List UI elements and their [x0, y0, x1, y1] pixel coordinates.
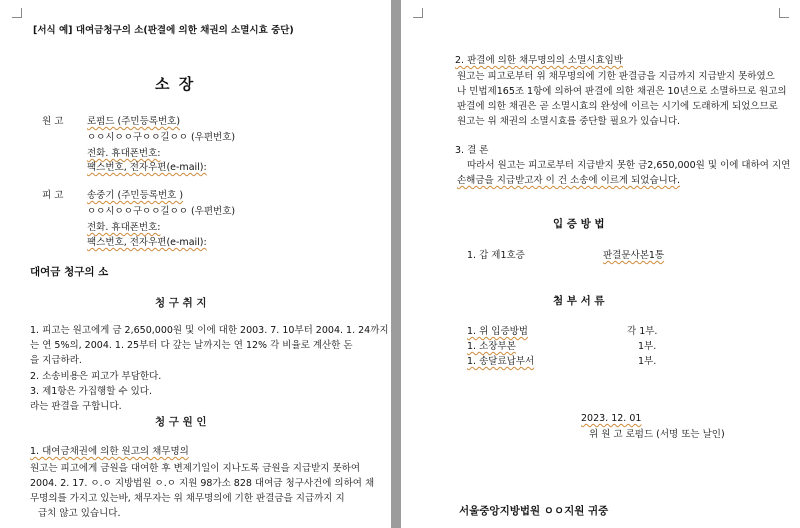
- document-title: 소 장: [155, 75, 196, 93]
- attachment-name: 1. 송달료납부서: [467, 356, 535, 367]
- defendant-address: ㅇㅇ시ㅇㅇ구ㅇㅇ길ㅇㅇ (우편번호): [87, 206, 236, 217]
- defendant-phone: 전화. 휴대폰번호:: [87, 222, 161, 233]
- claim-heading: 청 구 취 지: [155, 297, 207, 309]
- margin-corner-mark: [413, 8, 423, 18]
- court-name: 서울중앙지방법원 ㅇㅇ지원 귀중: [459, 505, 609, 517]
- cause-line: 원고는 피고에게 금원을 대여한 후 변제기일이 지나도록 금원을 지급받지 못하여: [30, 463, 361, 474]
- claim-line: 라는 판결을 구합니다.: [30, 401, 122, 412]
- section2-line: 나 민법제165조 1항에 의하여 판결에 의한 채권은 10년으로 소멸하므로 원고의: [457, 86, 787, 97]
- cause-heading: 청 구 원 인: [155, 416, 207, 428]
- plaintiff-label: 원 고: [42, 116, 64, 127]
- evidence-heading: 입 증 방 법: [553, 218, 605, 230]
- section2-line: 원고는 피고로부터 위 채무명의에 기한 판결금을 지급까지 지급받지 못하였으: [457, 71, 775, 82]
- attachment-count: 1부.: [638, 356, 657, 367]
- section2-line: 원고는 위 채권의 소멸시효를 중단할 필요가 있습니다.: [457, 116, 681, 127]
- form-title: [서식 예] 대여금청구의 소(판결에 의한 채권의 소멸시효 중단): [33, 25, 294, 36]
- section2-title: 2. 판결에 의한 채무명의의 소멸시효임박: [455, 55, 623, 66]
- margin-corner-mark: [12, 8, 22, 18]
- defendant-name: 송중기 (주민등록번호 ): [87, 190, 184, 201]
- evidence-item: 1. 갑 제1호증: [467, 250, 525, 261]
- section3-line: 따라서 원고는 피고로부터 지급받지 못한 금2,650,000원 및 이에 대하여 지연: [467, 160, 791, 171]
- attachment-name: 1. 위 입증방법: [467, 326, 528, 337]
- page-gap: [391, 0, 401, 528]
- attachment-count: 각 1부.: [627, 326, 658, 337]
- section3-title: 3. 결 론: [455, 145, 489, 156]
- claim-line: 1. 피고는 원고에게 금 2,650,000원 및 이에 대한 2003. 7. 10부터 2004. 1. 24까지: [30, 325, 389, 336]
- case-name: 대여금 청구의 소: [30, 266, 109, 278]
- attachment-name: 1. 소장부본: [467, 341, 516, 352]
- plaintiff-address: ㅇㅇ시ㅇㅇ구ㅇㅇ길ㅇㅇ (우편번호): [87, 132, 236, 143]
- section3-line: 손해금을 지급받고자 이 건 소송에 이르게 되었습니다.: [457, 175, 681, 186]
- attachments-heading: 첨 부 서 류: [553, 295, 605, 307]
- cause-line: 2004. 2. 17. ㅇ.ㅇ 지방법원 ㅇ.ㅇ 지원 98가소 828 대여금 청구사건에 의하여 채: [30, 478, 375, 489]
- evidence-description: 판결문사본1통: [603, 250, 665, 261]
- cause-subheading: 1. 대여금채권에 의한 원고의 채무명의: [30, 446, 189, 457]
- plaintiff-name: 로펌드 (주민등록번호): [87, 116, 181, 127]
- filing-date: 2023. 12. 01: [581, 413, 642, 424]
- defendant-fax: 팩스번호, 전자우편(e-mail):: [87, 237, 207, 248]
- claim-line: 을 지급하라.: [30, 355, 82, 366]
- margin-corner-mark: [779, 8, 789, 18]
- cause-line: 급치 않고 있습니다.: [38, 508, 121, 519]
- section2-line: 판결에 의한 채권은 곧 소멸시효의 완성에 이르는 시기에 도래하게 되었으므로: [457, 101, 778, 112]
- plaintiff-phone: 전화. 휴대폰번호:: [87, 148, 161, 159]
- signer-line: 위 원 고 로펌드 (서명 또는 날인): [589, 429, 725, 440]
- defendant-label: 피 고: [42, 190, 64, 201]
- cause-line: 무명의를 가지고 있는바, 채무자는 위 채무명의에 기한 판결금을 지급까지 지: [30, 493, 345, 504]
- claim-line: 2. 소송비용은 피고가 부담한다.: [30, 371, 162, 382]
- claim-line: 는 연 5%의, 2004. 1. 25부터 다 갚는 날까지는 연 12% 각 비율로 계산한 돈: [30, 340, 353, 351]
- document-page-right: [401, 0, 800, 528]
- claim-line: 3. 제1항은 가집행할 수 있다.: [30, 386, 152, 397]
- attachment-count: 1부.: [638, 341, 657, 352]
- document-page-left: [0, 0, 391, 528]
- plaintiff-fax: 팩스번호, 전자우편(e-mail):: [87, 162, 207, 173]
